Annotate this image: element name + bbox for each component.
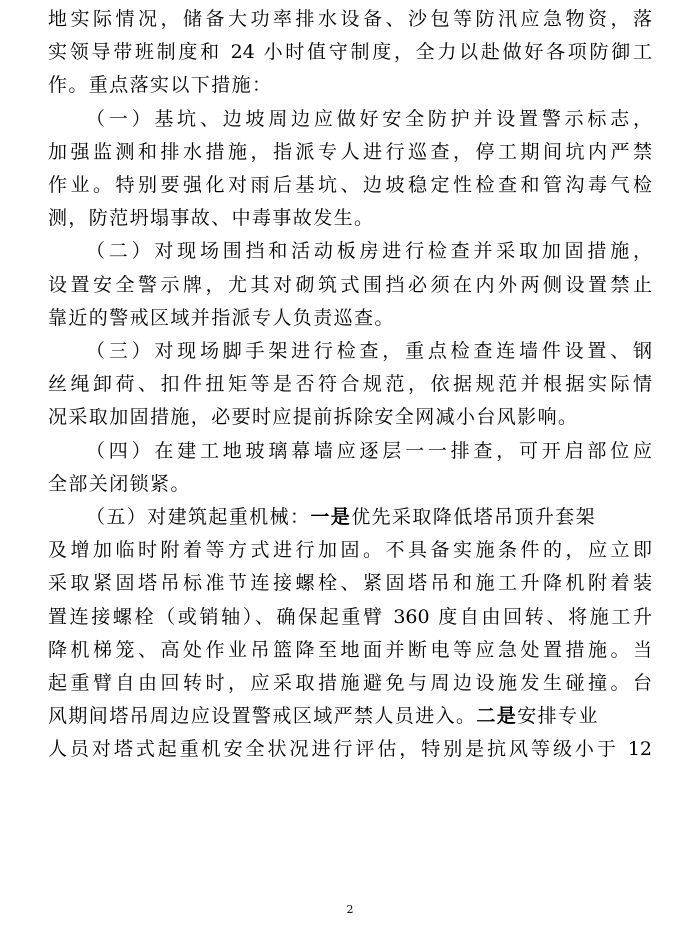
text-line: 丝绳卸荷、扣件扭矩等是否符合规范，依据规范并根据实际情 <box>48 373 652 396</box>
bold-emphasis: 一是 <box>310 506 352 528</box>
text-line <box>48 703 652 729</box>
text-span: 风期间塔吊周边应设置警戒区域严禁人员进入。 <box>48 705 477 728</box>
text-line: 作业。特别要强化对雨后基坑、边坡稳定性检查和管沟毒气检 <box>48 174 652 196</box>
text-line: 起重臂自由回转时，应采取措施避免与周边设施发生碰撞。台 <box>48 672 652 694</box>
text-span: （五）对建筑起重机械： <box>86 506 311 528</box>
text-span: 优先采取降低塔吊顶升套架 <box>351 506 597 528</box>
text-line: 置连接螺栓（或销轴）、确保起重臂 360 度自由回转、将施工升 <box>48 605 652 628</box>
text-line: 作。重点落实以下措施： <box>48 74 273 97</box>
text-line: 设置安全警示牌，尤其对砌筑式围挡必须在内外两侧设置禁止 <box>48 273 652 296</box>
text-line: 人员对塔式起重机安全状况进行评估，特别是抗风等级小于 12 <box>48 738 652 761</box>
paragraph-start-line: （一）基坑、边坡周边应做好安全防护并设置警示标志， <box>86 107 652 130</box>
text-line: 实领导带班制度和 24 小时值守制度，全力以赴做好各项防御工 <box>48 41 652 64</box>
bold-emphasis: 二是 <box>476 705 518 728</box>
text-line: 地实际情况，储备大功率排水设备、沙包等防汛应急物资，落 <box>48 8 652 30</box>
text-line: 测，防范坍塌事故、中毒事故发生。 <box>48 207 375 230</box>
text-line: 况采取加固措施，必要时应提前拆除安全网减小台风影响。 <box>48 406 579 429</box>
paragraph-start-line: （二）对现场围挡和活动板房进行检查并采取加固措施， <box>86 240 652 263</box>
text-line: 全部关闭锁紧。 <box>48 472 191 495</box>
text-line: 降机梯笼、高处作业吊篮降至地面并断电等应急处置措施。当 <box>48 638 652 661</box>
page-number: 2 <box>346 903 354 916</box>
paragraph-start-line: （三）对现场脚手架进行检查，重点检查连墙件设置、钢 <box>86 340 652 362</box>
text-line: 靠近的警戒区域并指派专人负责巡查。 <box>48 306 395 329</box>
text-line: 及增加临时附着等方式进行加固。不具备实施条件的，应立即 <box>48 539 652 562</box>
text-span: 安排专业 <box>517 705 599 728</box>
text-line: 加强监测和排水措施，指派专人进行巡查，停工期间坑内严禁 <box>48 140 652 163</box>
text-line: 采取紧固塔吊标准节连接螺栓、紧固塔吊和施工升降机附着装 <box>48 572 652 595</box>
paragraph-start-line: （四）在建工地玻璃幕墙应逐层一一排查，可开启部位应 <box>86 439 652 462</box>
paragraph-start-line <box>86 504 652 530</box>
